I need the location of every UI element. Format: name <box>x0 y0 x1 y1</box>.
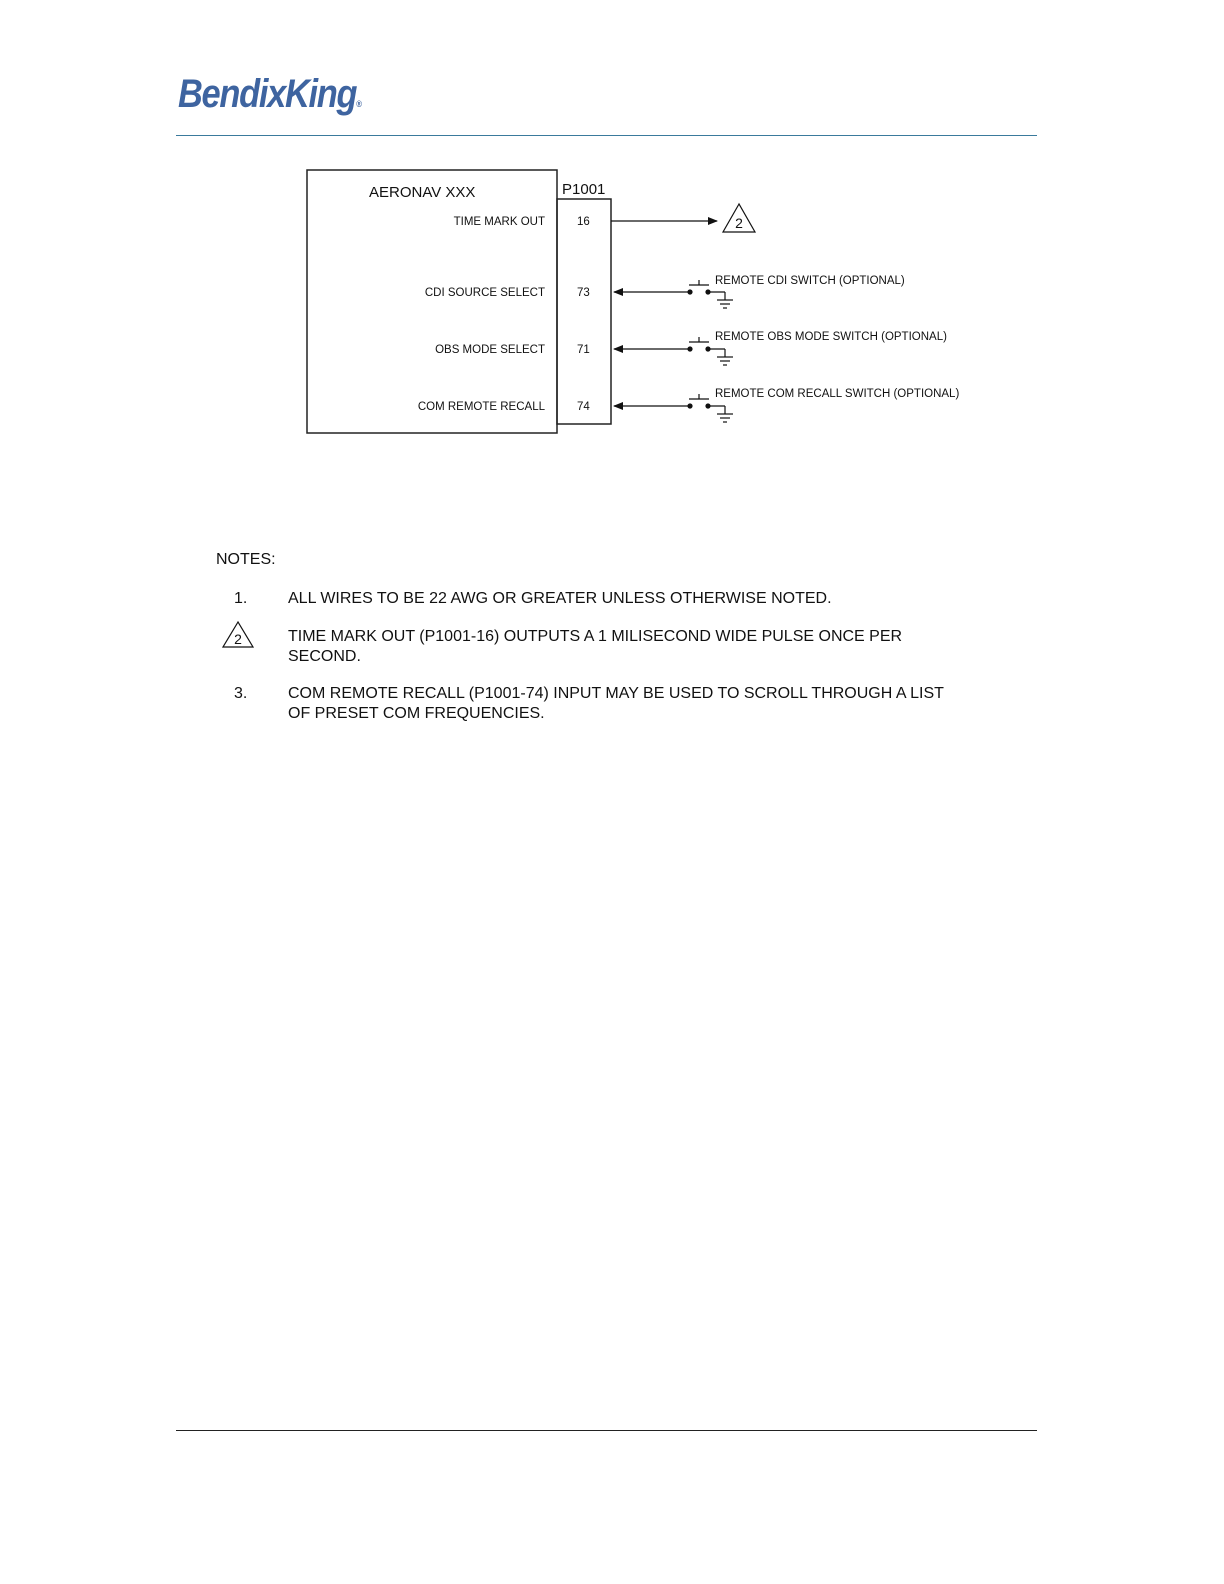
unit-title: AERONAV XXX <box>369 184 476 201</box>
signal-label-obs-mode-select: OBS MODE SELECT <box>435 344 545 356</box>
footer-rule <box>176 1430 1037 1431</box>
signal-label-time-mark-out: TIME MARK OUT <box>453 216 545 228</box>
remote-obs-mode-switch-label: REMOTE OBS MODE SWITCH (OPTIONAL) <box>715 331 947 343</box>
wiring-diagram <box>0 0 1224 470</box>
remote-cdi-switch-label: REMOTE CDI SWITCH (OPTIONAL) <box>715 275 905 287</box>
remote-com-recall-switch-label: REMOTE COM RECALL SWITCH (OPTIONAL) <box>715 388 960 400</box>
note-3-marker: 3. <box>234 685 248 702</box>
note-2-text: TIME MARK OUT (P1001-16) OUTPUTS A 1 MILISECOND WIDE PULSE ONCE PER SECOND. <box>288 628 903 665</box>
svg-text:2: 2 <box>735 215 743 231</box>
note-1-marker: 1. <box>234 590 248 607</box>
connector-box <box>557 199 611 424</box>
pin-number-73: 73 <box>577 287 590 299</box>
pin-number-74: 74 <box>577 401 590 413</box>
note-3-text: COM REMOTE RECALL (P1001-74) INPUT MAY BE USED TO SCROLL THROUGH A LIST OF PRESET COM FREQUENCIES. <box>288 685 944 722</box>
pin-number-16: 16 <box>577 216 590 228</box>
note-2-triangle-icon <box>723 204 755 232</box>
unit-box <box>307 170 557 433</box>
connector-label: P1001 <box>562 181 606 198</box>
signal-label-cdi-source-select: CDI SOURCE SELECT <box>424 287 545 299</box>
note-1-text: ALL WIRES TO BE 22 AWG OR GREATER UNLESS OTHERWISE NOTED. <box>288 590 832 607</box>
note-2-triangle-icon <box>222 621 256 649</box>
logo-registered-mark: ® <box>356 99 362 109</box>
signal-label-com-remote-recall: COM REMOTE RECALL <box>417 401 545 413</box>
notes-title: NOTES: <box>216 551 276 568</box>
svg-text:2: 2 <box>234 631 242 647</box>
logo-text: BendixKing <box>178 72 357 116</box>
pin-number-71: 71 <box>577 344 590 356</box>
